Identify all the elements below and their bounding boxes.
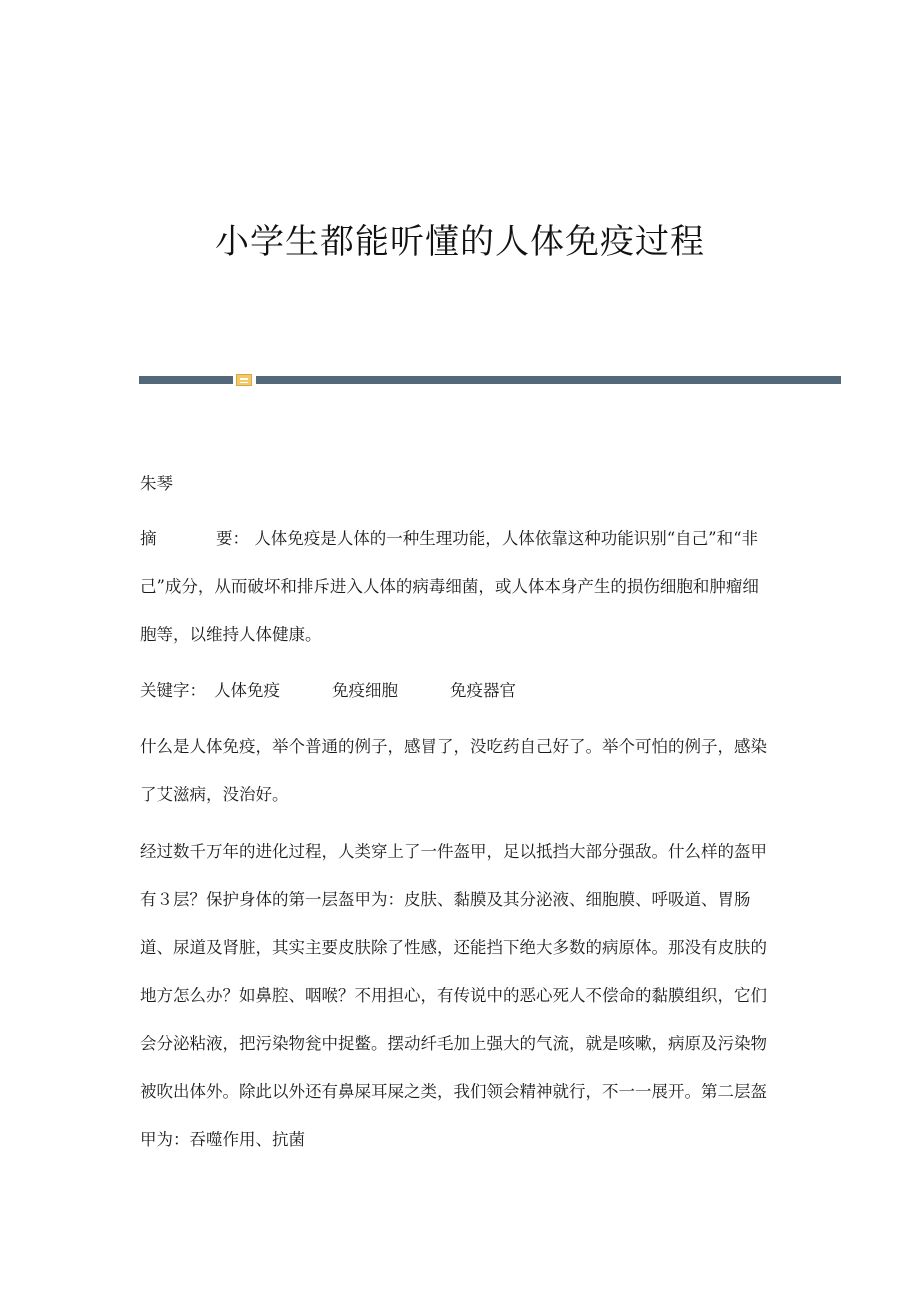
body-paragraph-1: 什么是人体免疫，举个普通的例子，感冒了，没吃药自己好了。举个可怕的例子，感染了艾滋病，没治好。 — [140, 737, 767, 804]
abstract-label-start: 摘 — [140, 529, 157, 548]
keyword-item: 免疫器官 — [450, 681, 516, 700]
keyword-item: 人体免疫 — [214, 681, 280, 700]
body-paragraph-2: 经过数千万年的进化过程，人类穿上了一件盔甲，足以抵挡大部分强敌。什么样的盔甲有３层？保护身体的第一层盔甲为：皮肤、黏膜及其分泌液、细胞膜、呼吸道、胃肠道、尿道及肾脏，其实主要皮肤除了性感，还能挡下绝大多数的病原体。那没有皮肤的地方怎么办？如鼻腔、咽喉？不用担心，有传说中的恶心死人不偿命的黏膜组织，它们会分泌粘液，把污染物瓮中捉鳖。摆动纤毛加上强大的气流，就是咳嗽，病原及污染物被吹出体外。除此以外还有鼻屎耳屎之类，我们领会精神就行，不一一展开。第二层盔甲为：吞噬作用、抗菌 — [140, 842, 767, 1149]
divider-right-bar — [256, 376, 841, 384]
keywords-line — [140, 667, 772, 715]
abstract-paragraph — [140, 515, 772, 659]
document-title: 小学生都能听懂的人体免疫过程 — [215, 222, 705, 262]
author-name: 朱琴 — [140, 474, 173, 493]
abstract-label-end: 要： — [216, 529, 249, 548]
divider-left-bar — [139, 376, 233, 384]
keyword-item: 免疫细胞 — [332, 681, 398, 700]
title-divider — [139, 374, 841, 386]
keywords-label: 关键字： — [140, 681, 206, 700]
abstract-text: 人体免疫是人体的一种生理功能，人体依靠这种功能识别“自己”和“非己”成分，从而破坏和排斥进入人体的病毒细菌，或人体本身产生的损伤细胞和肿瘤细胞等，以维持人体健康。 — [140, 529, 759, 644]
divider-ornament-icon — [236, 374, 252, 386]
